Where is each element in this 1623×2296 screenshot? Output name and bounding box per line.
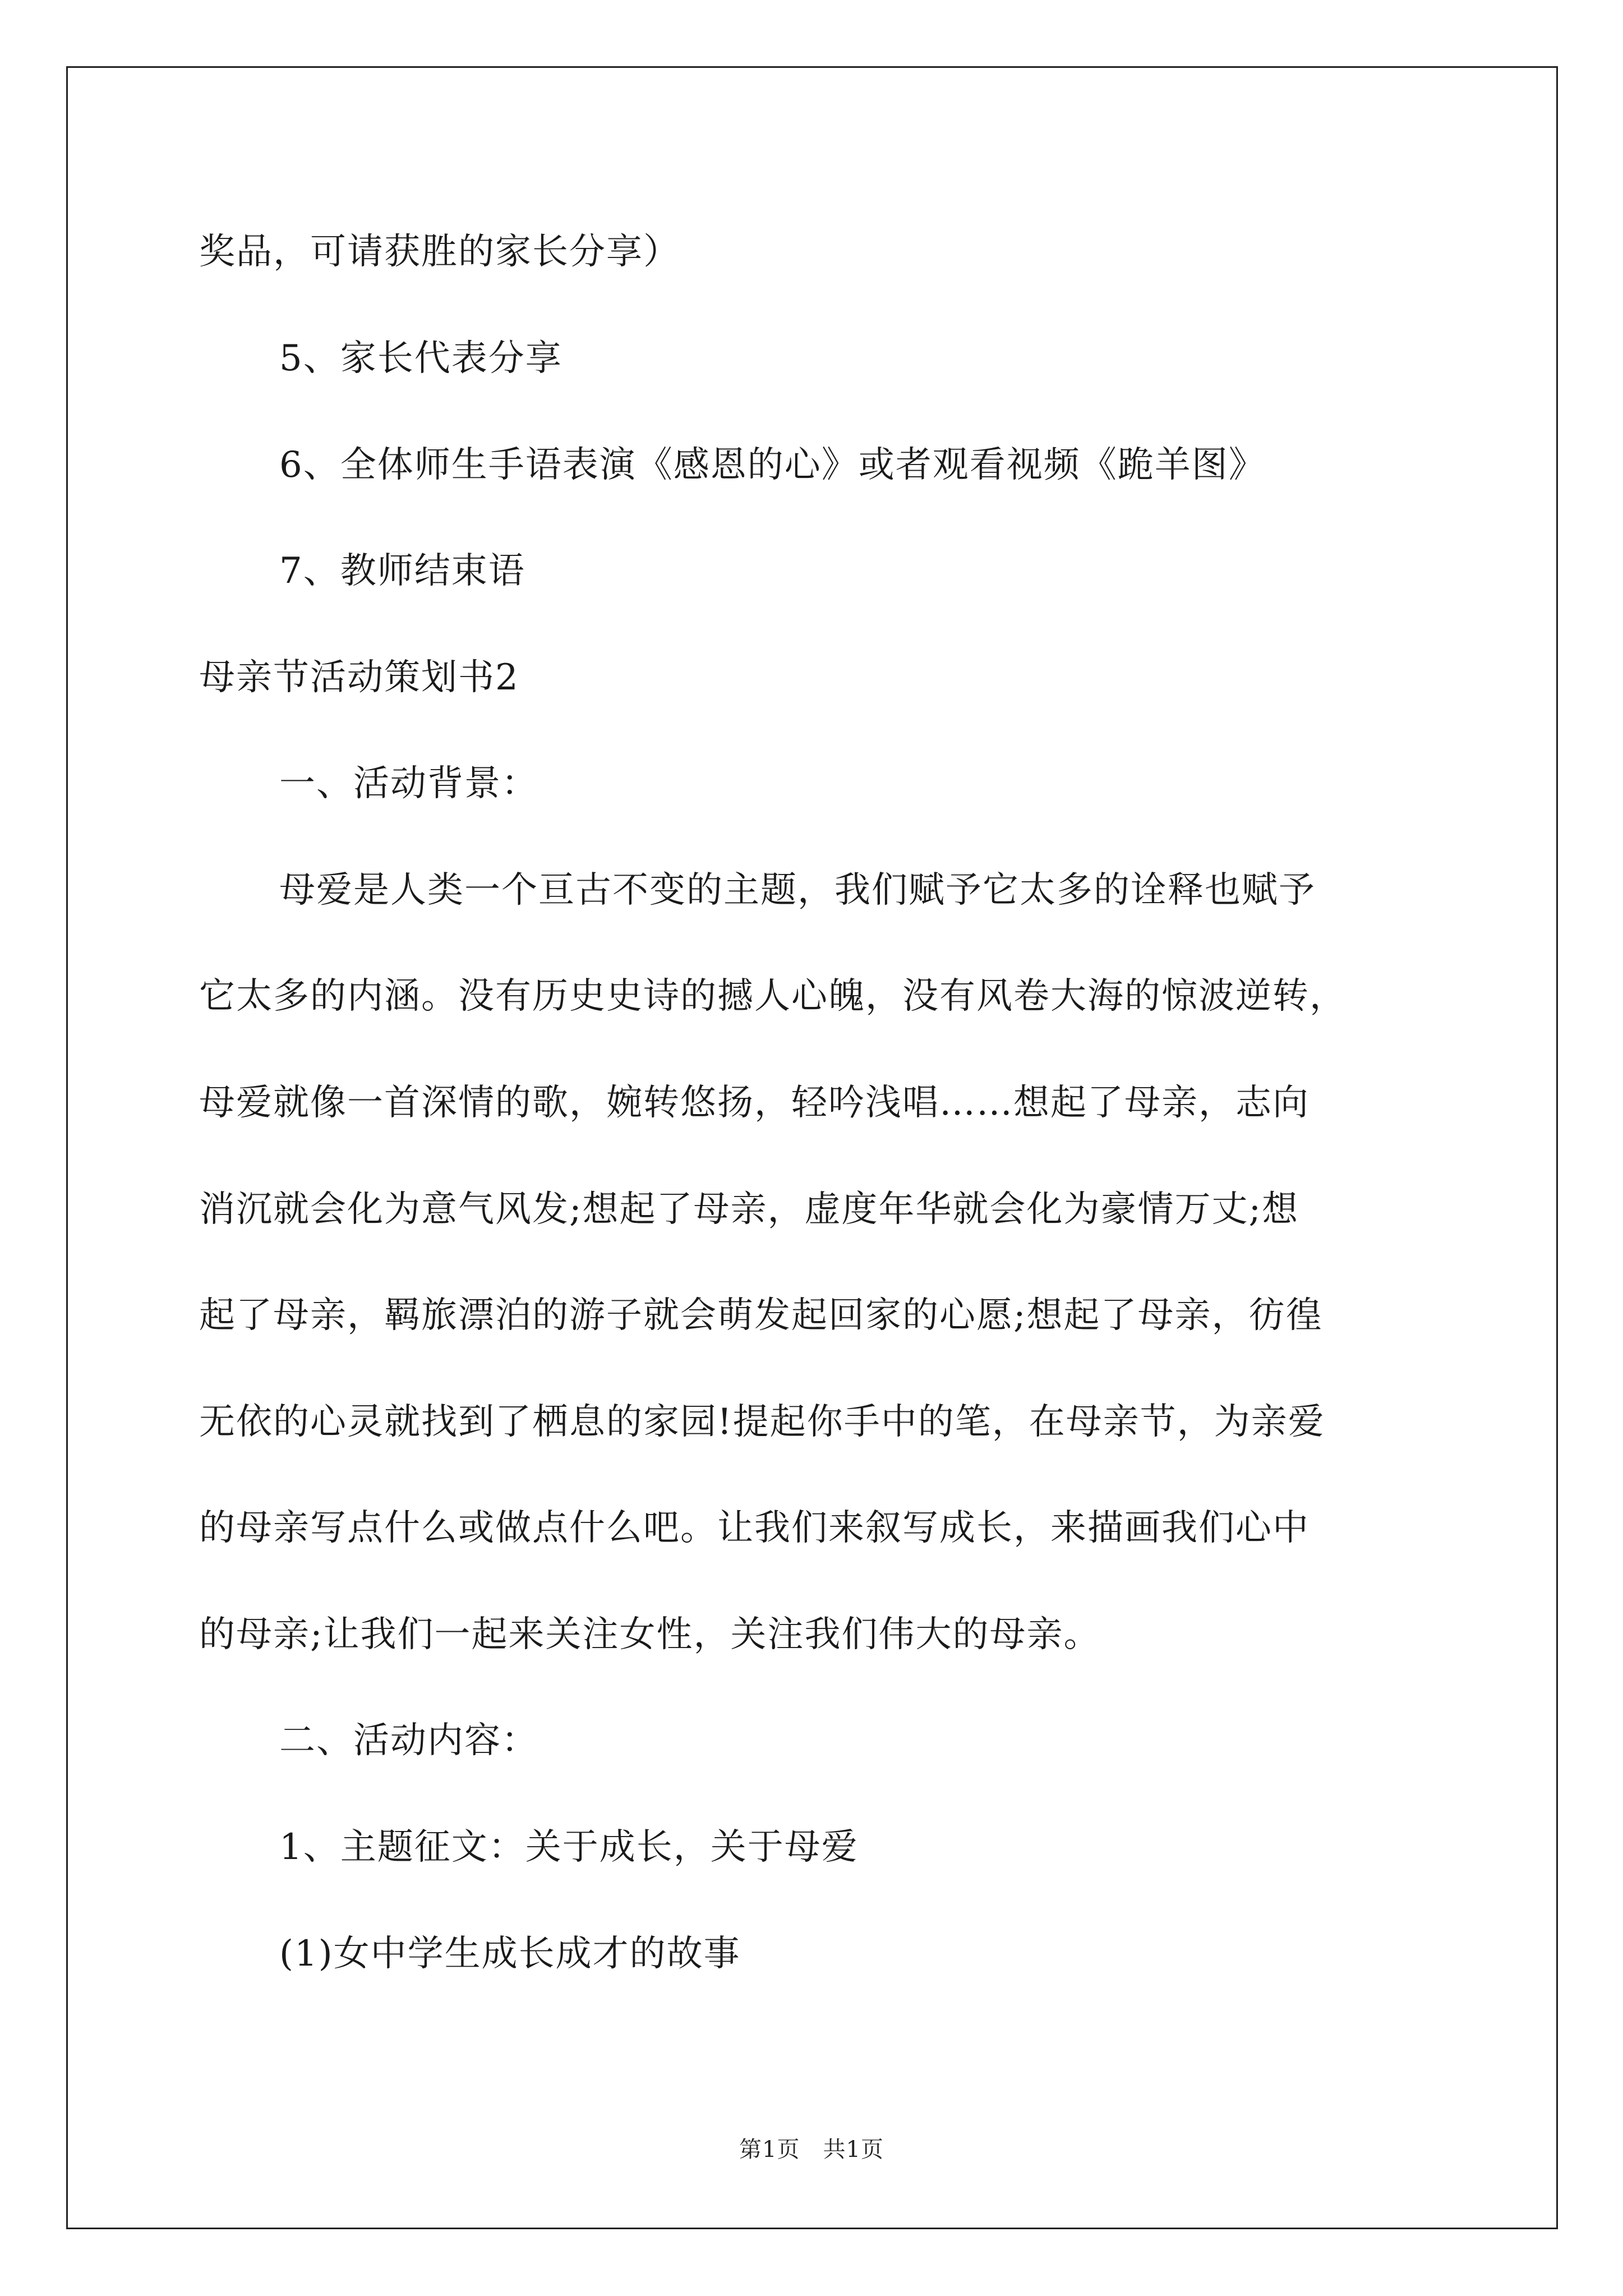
list-item: 7、教师结束语	[279, 550, 525, 592]
paragraph-line: 的母亲;让我们一起来关注女性，关注我们伟大的母亲。	[199, 1614, 1101, 1655]
section-heading: 一、活动背景：	[279, 763, 538, 804]
page-border	[66, 66, 1558, 2229]
paragraph-line: 母爱是人类一个亘古不变的主题，我们赋予它太多的诠释也赋予	[279, 869, 1316, 911]
text-line: 奖品，可请获胜的家长分享）	[199, 231, 680, 273]
page-footer: 第1页 共1页	[739, 2137, 884, 2162]
section-heading: 二、活动内容：	[279, 1720, 538, 1761]
list-item: 5、家长代表分享	[279, 338, 562, 379]
section-title: 母亲节活动策划书2	[199, 657, 519, 698]
paragraph-line: 起了母亲，羁旅漂泊的游子就会萌发起回家的心愿;想起了母亲，彷徨	[199, 1295, 1323, 1336]
paragraph-line: 消沉就会化为意气风发;想起了母亲，虚度年华就会化为豪情万丈;想	[199, 1189, 1299, 1230]
list-item: (1)女中学生成长成才的故事	[279, 1933, 741, 1975]
paragraph-line: 它太多的内涵。没有历史史诗的撼人心魄，没有风卷大海的惊波逆转，	[199, 976, 1347, 1017]
paragraph-line: 无依的心灵就找到了栖息的家园!提起你手中的笔，在母亲节，为亲爱	[199, 1401, 1325, 1443]
paragraph-line: 的母亲写点什么或做点什么吧。让我们来叙写成长，来描画我们心中	[199, 1507, 1310, 1549]
list-item: 6、全体师生手语表演《感恩的心》或者观看视频《跪羊图》	[279, 444, 1266, 486]
paragraph-line: 母爱就像一首深情的歌，婉转悠扬，轻吟浅唱……想起了母亲，志向	[199, 1082, 1310, 1124]
list-item: 1、主题征文：关于成长，关于母爱	[279, 1826, 859, 1868]
